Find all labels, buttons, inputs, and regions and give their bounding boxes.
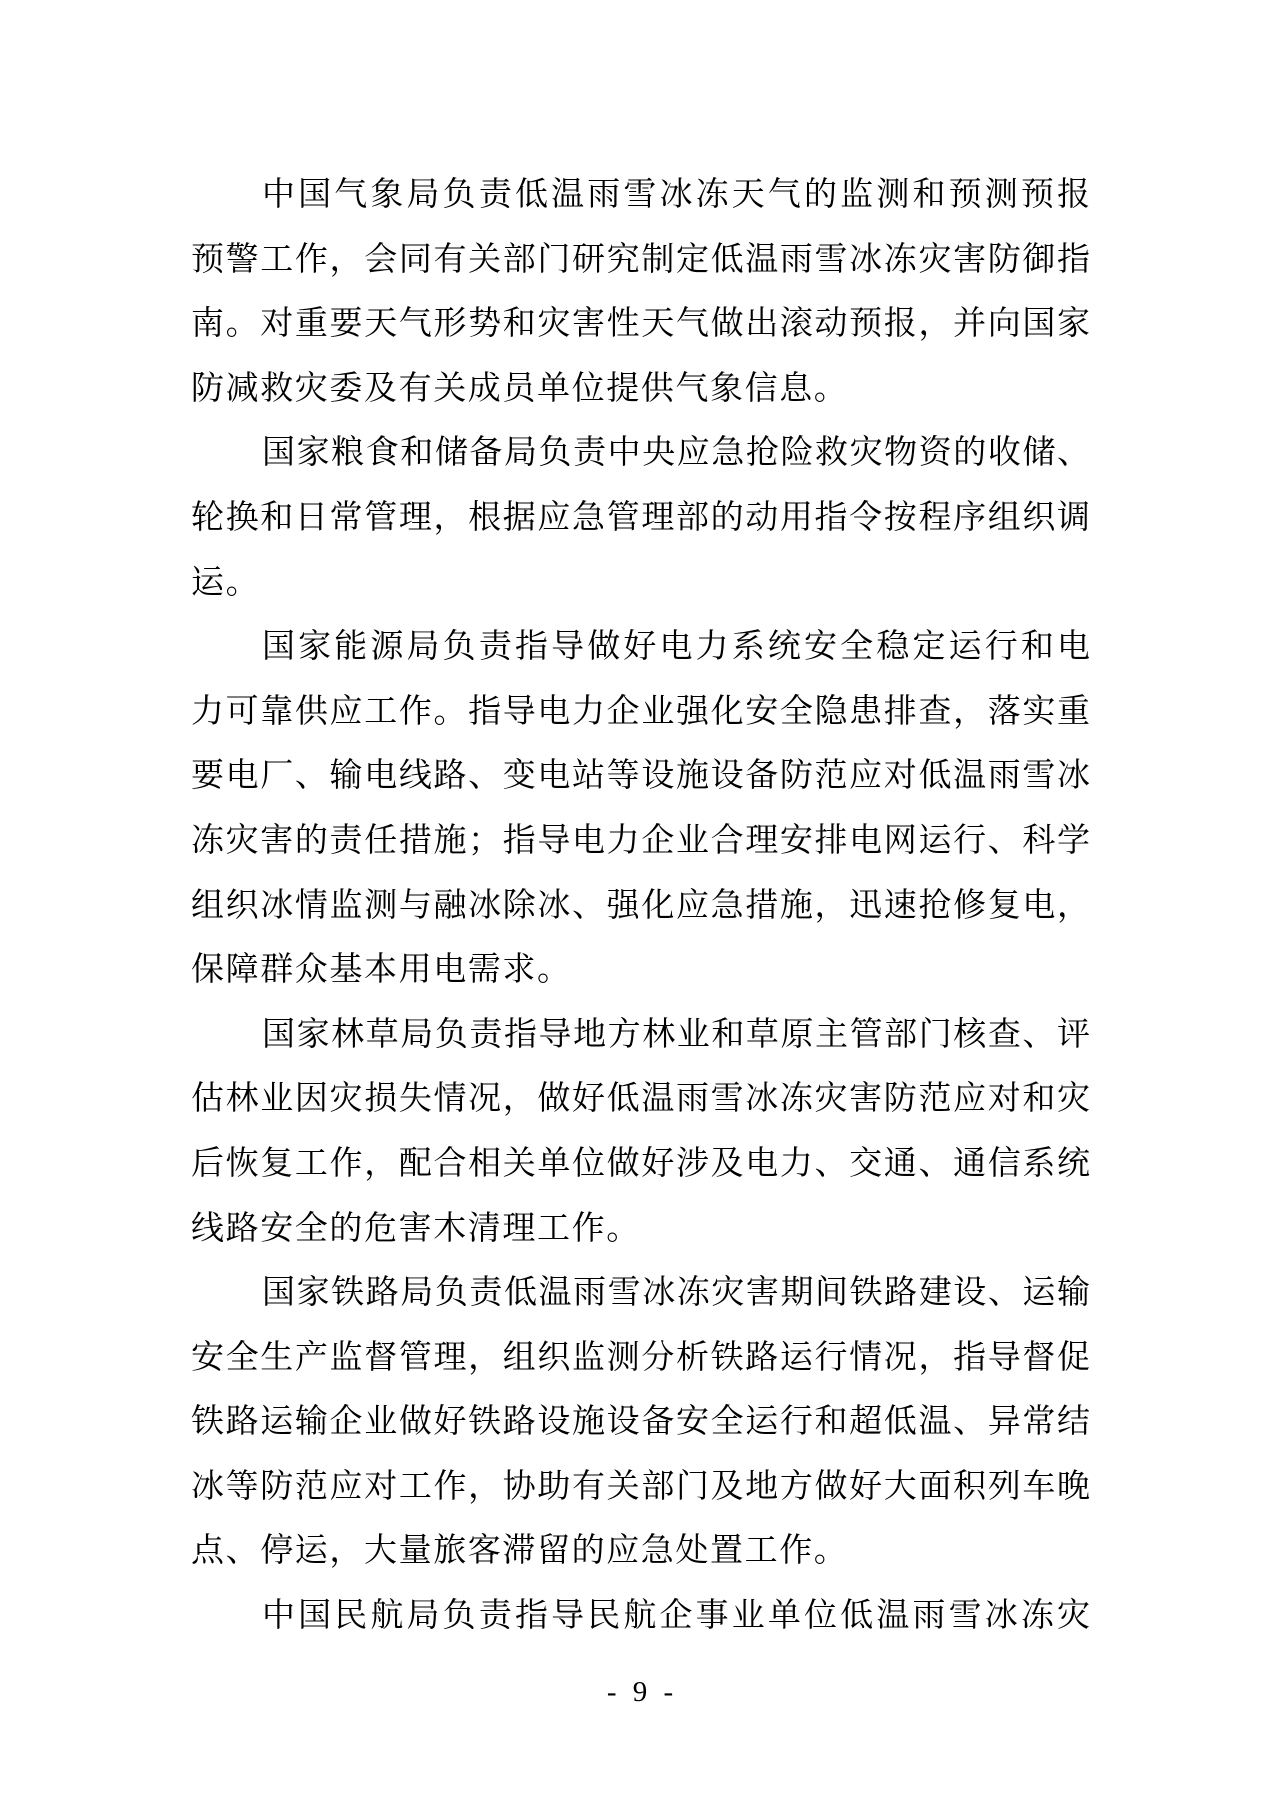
- text-line: 要电厂、输电线路、变电站等设施设备防范应对低温雨雪冰: [191, 756, 1090, 794]
- document-body: [191, 162, 1090, 1648]
- text-line: 后恢复工作，配合相关单位做好涉及电力、交通、通信系统: [191, 1143, 1090, 1181]
- paragraph: [191, 162, 1090, 420]
- paragraph: [191, 1002, 1090, 1260]
- paragraph: [191, 420, 1090, 614]
- paragraph: [191, 1260, 1090, 1583]
- paragraph: [191, 1583, 1090, 1648]
- text-line: 点、停运，大量旅客滞留的应急处置工作。: [191, 1531, 849, 1569]
- text-line: 国家林草局负责指导地方林业和草原主管部门核查、评: [262, 1014, 1090, 1052]
- paragraph: [191, 614, 1090, 1002]
- text-line: 冰等防范应对工作，协助有关部门及地方做好大面积列车晚: [191, 1466, 1090, 1504]
- text-line: 国家粮食和储备局负责中央应急抢险救灾物资的收储、: [262, 433, 1090, 471]
- text-line: 中国民航局负责指导民航企事业单位低温雨雪冰冻灾: [262, 1596, 1090, 1634]
- text-line: 线路安全的危害木清理工作。: [191, 1208, 641, 1246]
- text-line: 防减救灾委及有关成员单位提供气象信息。: [191, 368, 849, 406]
- text-line: 冻灾害的责任措施；指导电力企业合理安排电网运行、科学: [191, 820, 1090, 858]
- page-number: - 9 -: [606, 1676, 674, 1708]
- text-line: 国家铁路局负责低温雨雪冰冻灾害期间铁路建设、运输: [262, 1273, 1090, 1311]
- text-line: 力可靠供应工作。指导电力企业强化安全隐患排查，落实重: [191, 691, 1090, 729]
- text-line: 南。对重要天气形势和灾害性天气做出滚动预报，并向国家: [191, 304, 1090, 342]
- text-line: 运。: [191, 562, 261, 600]
- text-line: 安全生产监督管理，组织监测分析铁路运行情况，指导督促: [191, 1337, 1090, 1375]
- text-line: 估林业因灾损失情况，做好低温雨雪冰冻灾害防范应对和灾: [191, 1079, 1090, 1117]
- text-line: 组织冰情监测与融冰除冰、强化应急措施，迅速抢修复电，: [191, 885, 1090, 923]
- text-line: 铁路运输企业做好铁路设施设备安全运行和超低温、异常结: [191, 1402, 1090, 1440]
- text-line: 保障群众基本用电需求。: [191, 950, 572, 988]
- text-line: 国家能源局负责指导做好电力系统安全稳定运行和电: [262, 627, 1090, 665]
- text-line: 预警工作，会同有关部门研究制定低温雨雪冰冻灾害防御指: [191, 239, 1090, 277]
- text-line: 轮换和日常管理，根据应急管理部的动用指令按程序组织调: [191, 497, 1090, 535]
- text-line: 中国气象局负责低温雨雪冰冻天气的监测和预测预报: [262, 175, 1090, 212]
